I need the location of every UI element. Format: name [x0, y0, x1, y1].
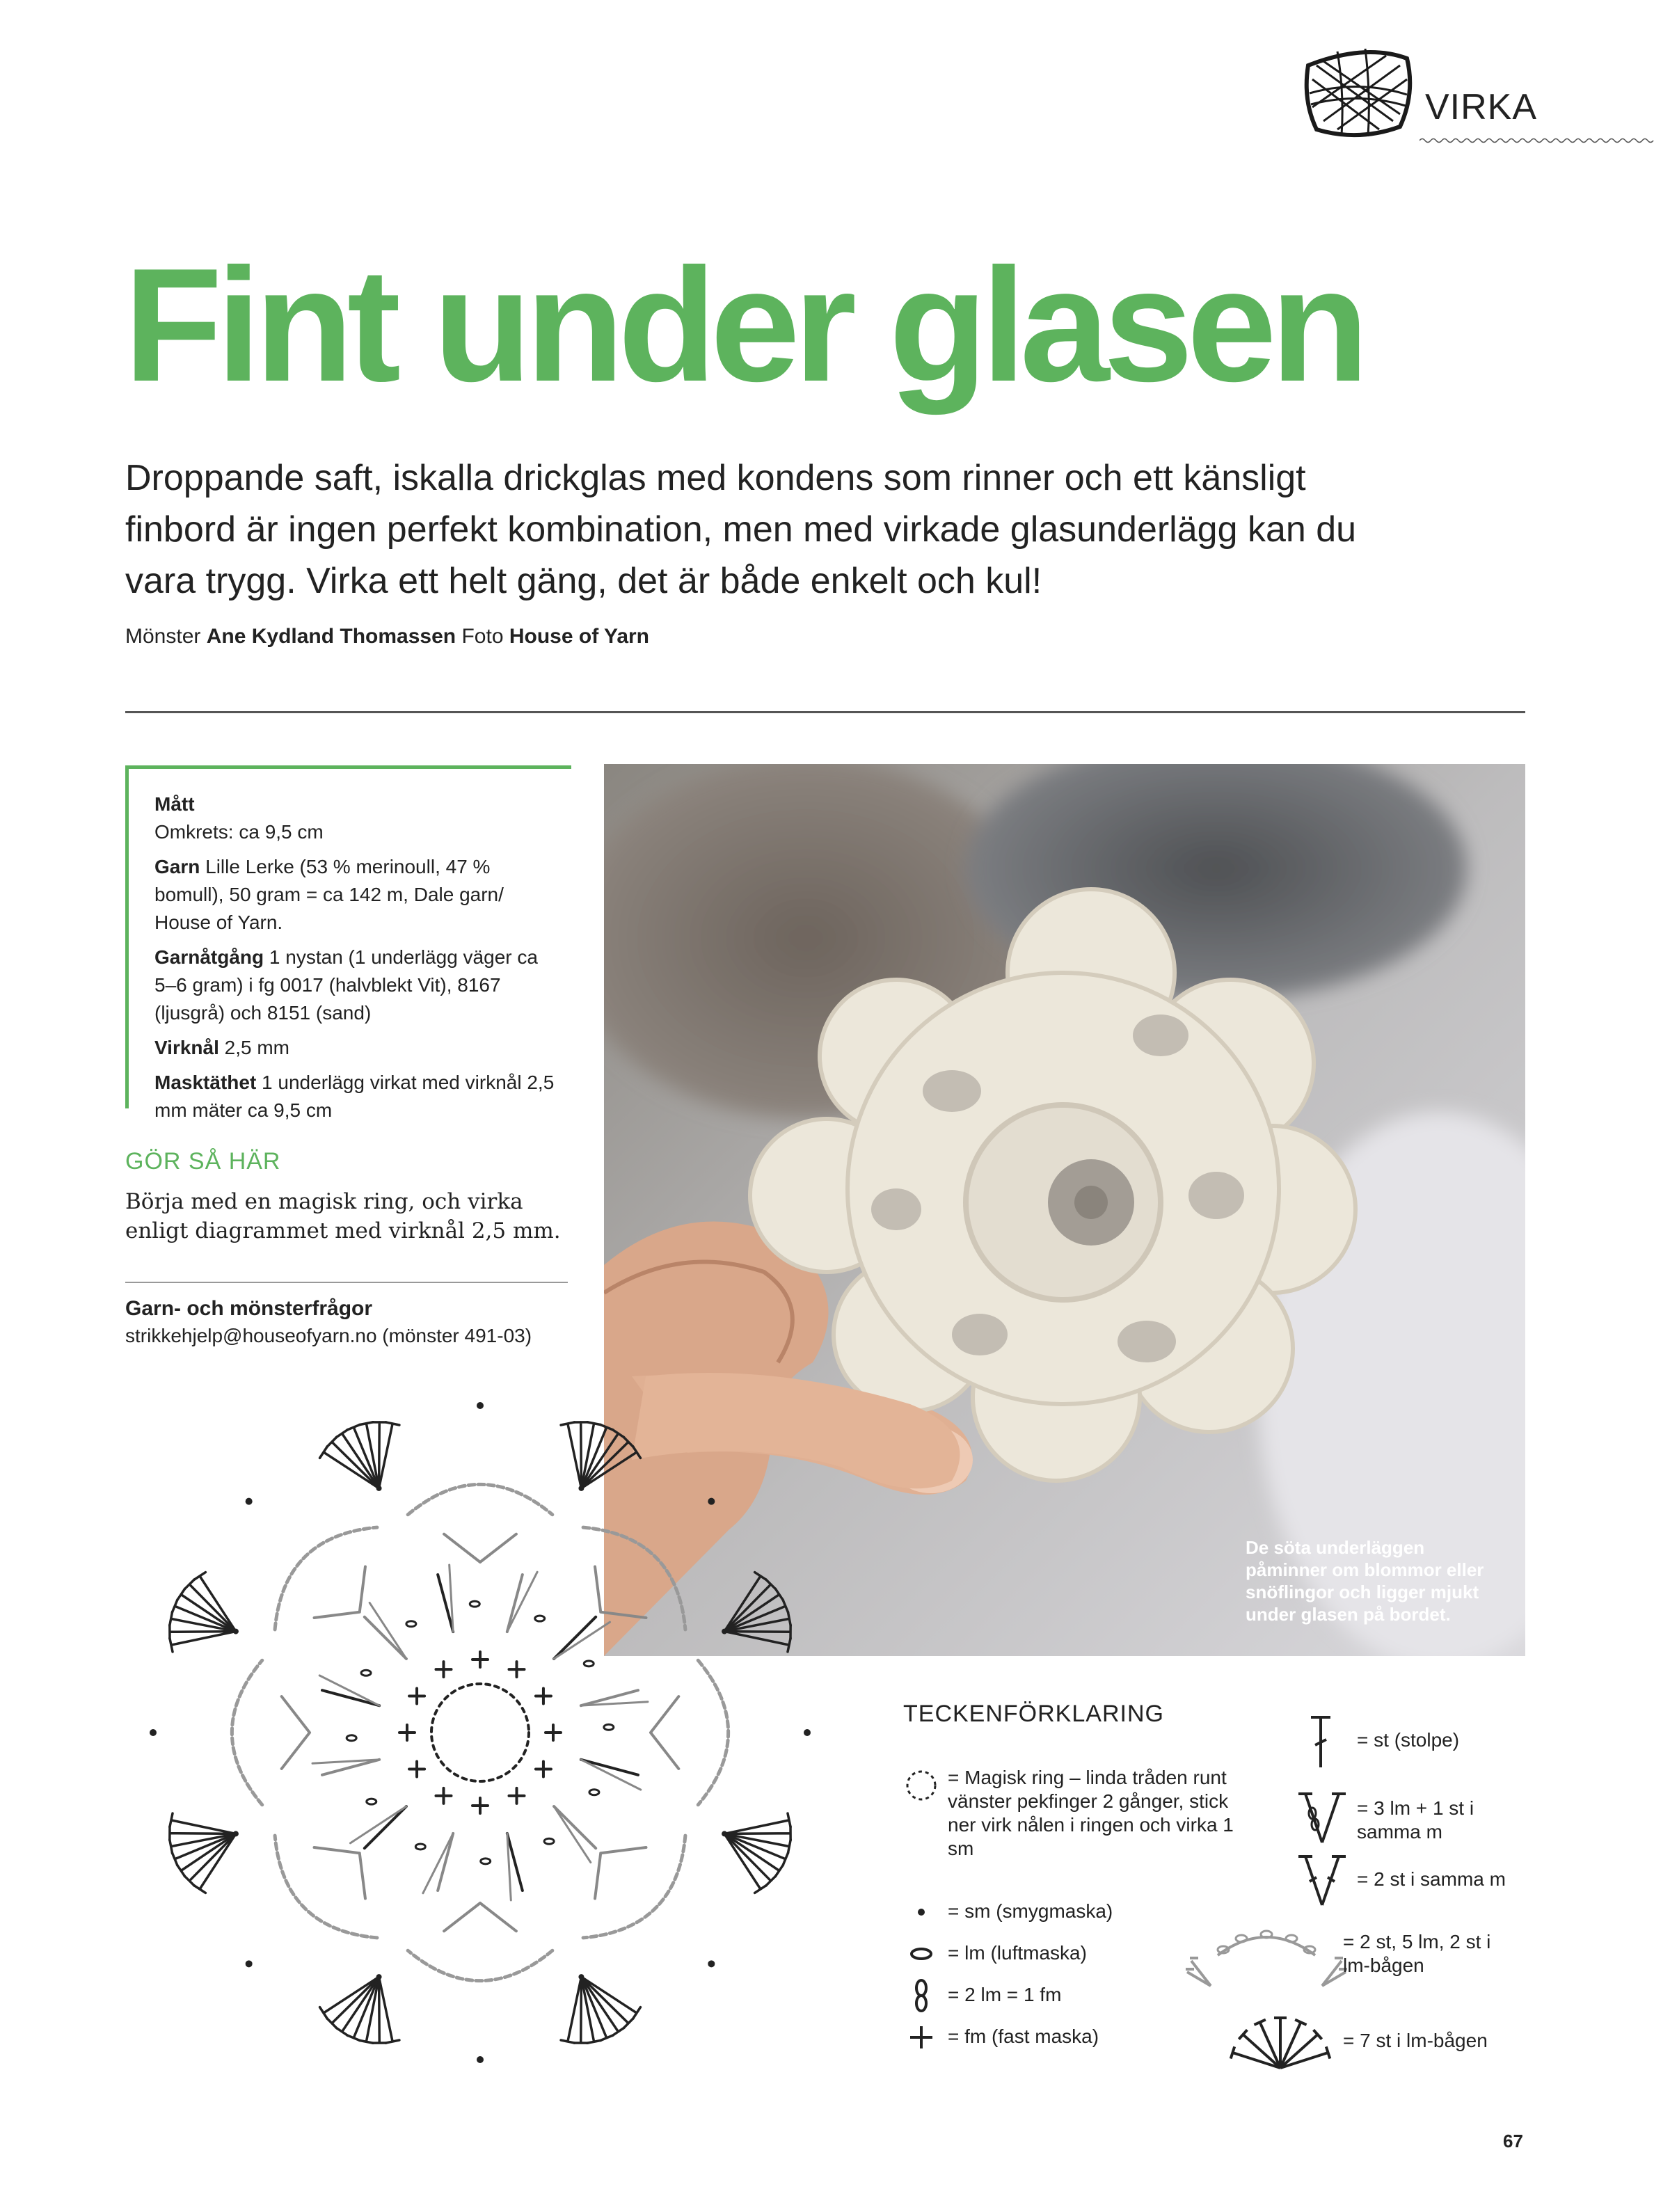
arch-symbol [408, 1484, 552, 1514]
pattern-label: Mönster [125, 625, 201, 648]
chain-symbol [406, 1621, 416, 1627]
spec-usage [154, 944, 558, 1027]
chain-symbol [589, 1790, 599, 1795]
spec-box [154, 790, 558, 1131]
fan-stitch-symbol [561, 1422, 581, 1488]
legend-chain: = lm (luftmaska) [948, 1942, 1087, 1964]
chain-symbol [584, 1661, 594, 1666]
magic-ring-icon [902, 1766, 941, 1805]
double-crochet-symbol [369, 1602, 406, 1658]
chain-symbol [604, 1724, 614, 1730]
double-crochet-icon [1301, 1713, 1340, 1772]
howto-body: Börja med en magisk ring, och virka enligt diagrammet med virknål 2,5 mm. [125, 1189, 561, 1243]
two-dc-same-symbol [595, 1847, 646, 1898]
chain-symbol [481, 1859, 491, 1864]
arch-icon [1183, 1919, 1350, 1996]
double-crochet-symbol [365, 1806, 406, 1848]
single-crochet-icon [902, 2018, 941, 2057]
double-chain-icon [902, 1976, 941, 2015]
slip-stitch-symbol [708, 1960, 715, 1967]
single-crochet-symbol [536, 1762, 551, 1777]
yarn-ball-icon [1296, 38, 1420, 142]
crochet-diagram [118, 1371, 863, 2094]
double-crochet-symbol [554, 1806, 596, 1848]
single-crochet-symbol [399, 1725, 415, 1740]
slip-stitch-symbol [233, 1629, 239, 1634]
double-crochet-symbol [581, 1760, 638, 1775]
page-number: 67 [1503, 2131, 1523, 2151]
chain-symbol [535, 1616, 545, 1621]
spec-hook [154, 1034, 558, 1062]
single-crochet-symbol [409, 1762, 424, 1777]
legend-single-crochet: = fm (fast maska) [948, 2026, 1099, 2047]
divider [125, 711, 1525, 713]
arch-symbol [275, 1836, 377, 1938]
single-crochet-symbol [509, 1662, 525, 1677]
slip-stitch-symbol [376, 1974, 382, 1980]
double-crochet-symbol [319, 1676, 379, 1705]
double-crochet-symbol [423, 1833, 453, 1893]
fan-stitch-symbol [170, 1813, 236, 1833]
spec-measure-value: Omkrets: ca 9,5 cm [154, 821, 324, 843]
two-dc-same-symbol [282, 1696, 310, 1769]
legend-double-chain: = 2 lm = 1 fm [948, 1984, 1062, 2005]
slip-stitch-symbol [477, 1402, 484, 1409]
slip-stitch-symbol [233, 1831, 239, 1836]
decorative-rule [1420, 138, 1656, 143]
spec-yarn-label: Garn [154, 856, 200, 877]
legend-arch: = 2 st, 5 lm, 2 st i lm-bågen [1343, 1931, 1491, 1976]
article-credits [125, 625, 649, 649]
single-crochet-symbol [536, 1689, 551, 1704]
two-dc-same-symbol [595, 1567, 646, 1618]
fan-stitch-symbol [379, 1977, 399, 2043]
questions-contact: strikkehjelp@houseofyarn.no (mönster 491-03) [125, 1325, 532, 1346]
chain-plus-dc-icon [1294, 1790, 1350, 1848]
two-dc-same-symbol [315, 1847, 365, 1898]
single-crochet-symbol [509, 1788, 525, 1804]
spec-usage-label: Garnåtgång [154, 946, 264, 968]
double-crochet-symbol [554, 1622, 610, 1659]
photo-label: Foto [461, 625, 504, 648]
chain-symbol [470, 1601, 479, 1607]
single-crochet-symbol [472, 1798, 488, 1813]
spec-hook-value: 2,5 mm [224, 1037, 290, 1058]
photo-caption: De söta underläggen påminner om blommor eller snöflingor och ligger mjukt under glasen på bordet. [1246, 1537, 1484, 1625]
spec-gauge [154, 1069, 558, 1124]
double-crochet-symbol [507, 1572, 537, 1632]
two-dc-same-symbol [444, 1903, 516, 1931]
spec-hook-label: Virknål [154, 1037, 219, 1058]
slip-stitch-symbol [708, 1498, 715, 1505]
slip-stitch-symbol [578, 1974, 584, 1980]
arch-symbol [408, 1950, 552, 1980]
chain-symbol [367, 1799, 376, 1804]
double-crochet-symbol [322, 1690, 379, 1705]
fan-icon [1225, 2004, 1336, 2074]
legend-title: TECKENFÖRKLARING [903, 1701, 1164, 1727]
spec-measure-label: Mått [154, 793, 195, 815]
chain-symbol [415, 1844, 425, 1849]
fan-stitch-symbol [724, 1632, 790, 1652]
chain-symbol [347, 1735, 356, 1741]
slip-stitch-symbol [722, 1831, 727, 1836]
questions-heading: Garn- och mönsterfrågor [125, 1297, 373, 1320]
two-dc-same-symbol [444, 1534, 516, 1562]
arch-symbol [232, 1660, 262, 1805]
slip-stitch-symbol [804, 1729, 811, 1736]
legend-fan: = 7 st i lm-bågen [1343, 2030, 1488, 2051]
double-crochet-symbol [507, 1575, 523, 1632]
article-lead: Droppande saft, iskalla drickglas med kondens som rinner och ett känsligt finbord är ingen perfekt kombination, men med virkade glasunderlägg kan du vara trygg. Virka ett helt gäng, det är både enkelt och kul! [125, 458, 1357, 601]
divider [125, 1282, 568, 1283]
double-crochet-symbol [365, 1617, 406, 1659]
fan-stitch-symbol [561, 1977, 581, 2043]
single-crochet-symbol [436, 1788, 452, 1804]
slip-stitch-symbol [246, 1498, 253, 1505]
arch-symbol [583, 1527, 685, 1630]
slip-stitch-symbol [578, 1486, 584, 1491]
double-crochet-symbol [554, 1617, 596, 1659]
spec-measure [154, 790, 558, 846]
single-crochet-symbol [472, 1652, 488, 1667]
slip-stitch-symbol [376, 1486, 382, 1491]
photo-author: House of Yarn [509, 625, 650, 648]
legend-two-dc-same: = 2 st i samma m [1357, 1868, 1506, 1890]
double-crochet-symbol [350, 1806, 406, 1843]
chain-symbol [544, 1838, 554, 1844]
slip-stitch-symbol [150, 1729, 157, 1736]
howto-heading: GÖR SÅ HÄR [125, 1148, 281, 1175]
double-crochet-symbol [581, 1760, 641, 1790]
fan-stitch-symbol [379, 1422, 399, 1488]
chain-icon [902, 1934, 941, 1973]
legend-chain-plus-dc: = 3 lm + 1 st i samma m [1357, 1797, 1474, 1843]
two-dc-same-symbol [651, 1696, 678, 1769]
spec-yarn [154, 853, 558, 937]
double-crochet-symbol [554, 1806, 591, 1862]
arch-symbol [275, 1527, 377, 1630]
single-crochet-symbol [409, 1689, 424, 1704]
double-crochet-symbol [438, 1833, 453, 1891]
two-dc-same-symbol [315, 1567, 365, 1618]
spec-yarn-value: Lille Lerke (53 % merinoull, 47 % bomull), 50 gram = ca 142 m, Dale garn/ House of Yarn. [154, 856, 504, 933]
legend-slip-stitch: = sm (smygmaska) [948, 1900, 1113, 1922]
chain-symbol [361, 1670, 371, 1676]
spec-gauge-label: Masktäthet [154, 1072, 257, 1093]
spec-usage-value: 1 nystan (1 underlägg väger ca 5–6 gram) i fg 0017 (halvblekt Vit), 8167 (ljusgrå) och 8151 (sand) [154, 946, 538, 1024]
slip-stitch-icon [902, 1893, 941, 1932]
fan-stitch-symbol [170, 1632, 236, 1652]
slip-stitch-symbol [722, 1629, 727, 1634]
pattern-author: Ane Kydland Thomassen [206, 625, 456, 648]
single-crochet-symbol [546, 1725, 561, 1740]
diagram-symbols [150, 1402, 811, 2063]
legend-magic-ring: = Magisk ring – linda tråden runt vänster pekfinger 2 gånger, stick ner virk nålen i ringen och virka 1 sm [948, 1767, 1234, 1859]
single-crochet-symbol [436, 1662, 452, 1677]
arch-symbol [583, 1836, 685, 1938]
section-tag: VIRKA [1425, 87, 1538, 127]
spec-gauge-value: 1 underlägg virkat med virknål 2,5 mm mäter ca 9,5 cm [154, 1072, 555, 1121]
legend-double-crochet: = st (stolpe) [1357, 1729, 1460, 1751]
magic-ring-symbol [431, 1684, 529, 1781]
two-dc-same-icon [1294, 1851, 1350, 1909]
slip-stitch-symbol [246, 1960, 253, 1967]
article-title: Fint under glasen [124, 235, 1363, 415]
arch-symbol [698, 1660, 728, 1805]
fan-stitch-symbol [724, 1813, 790, 1833]
slip-stitch-symbol [477, 2056, 484, 2063]
